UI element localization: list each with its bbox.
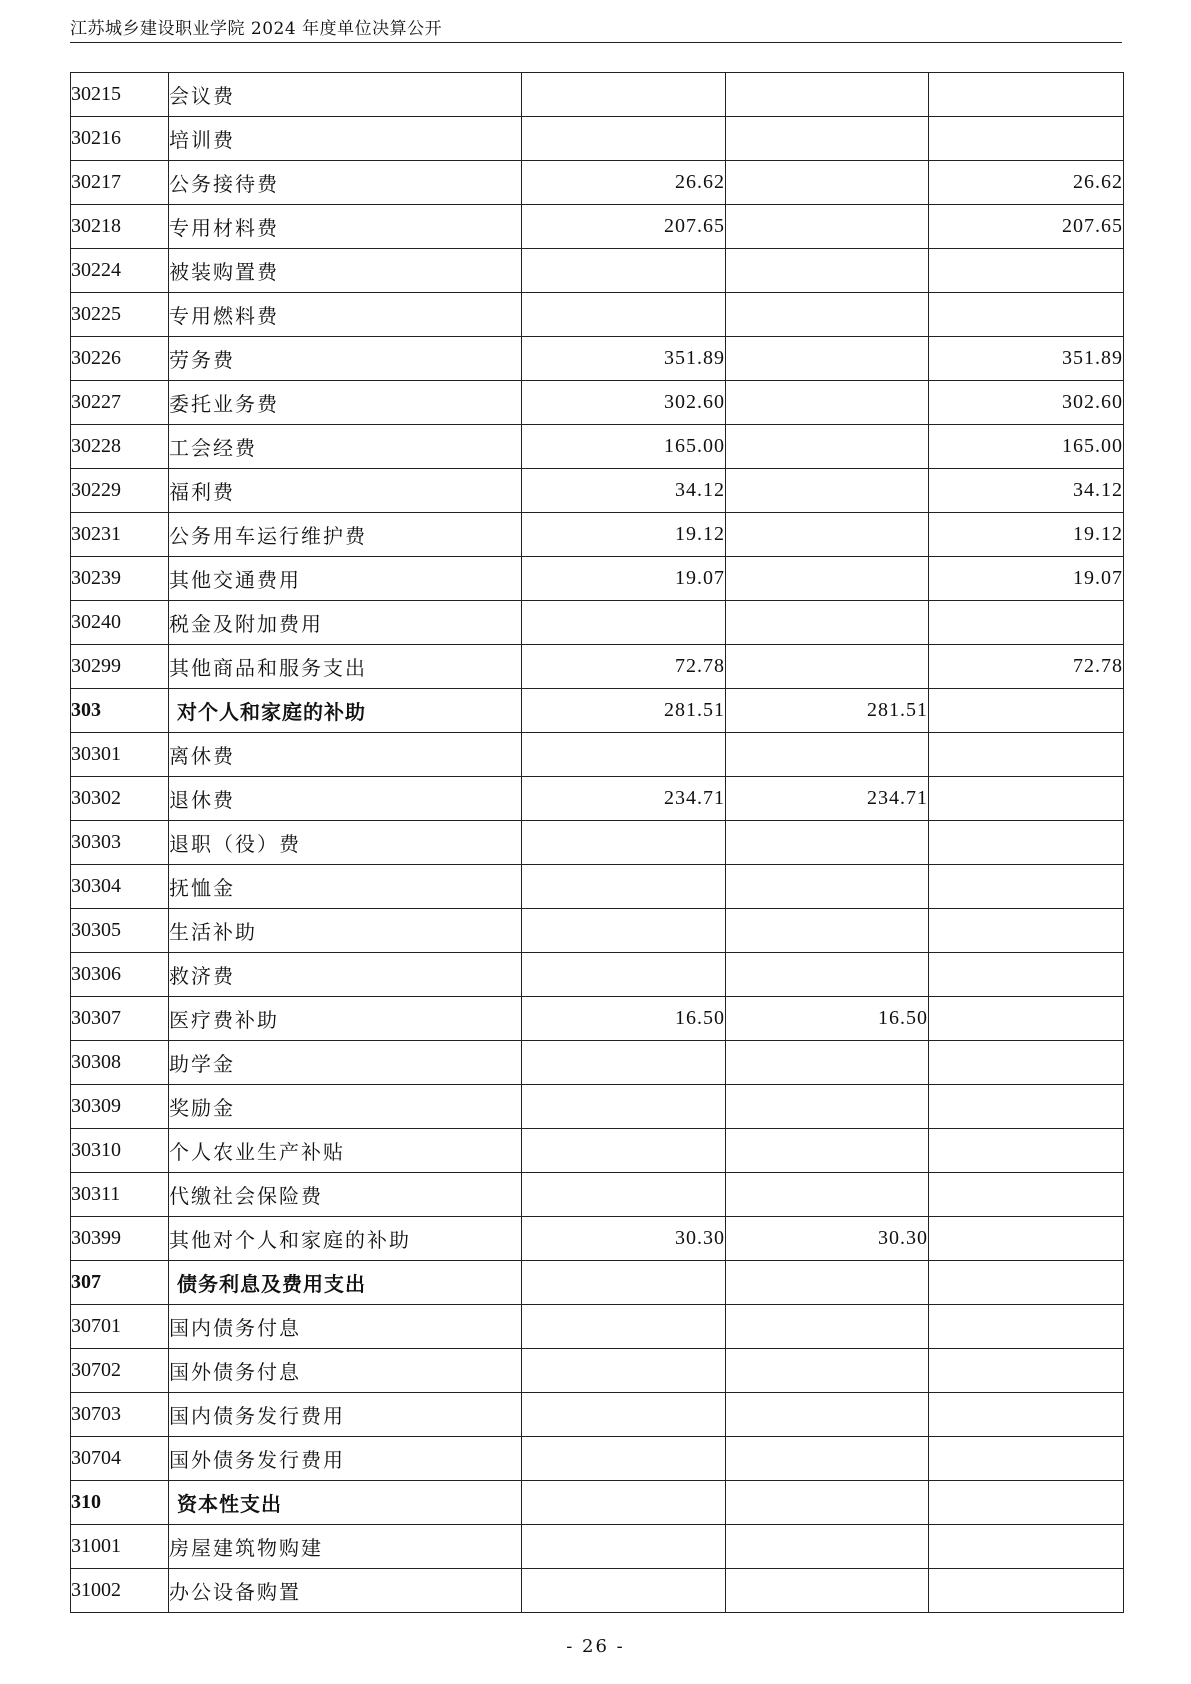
row-code: 30302 (71, 777, 169, 821)
row-total: 26.62 (522, 161, 726, 205)
row-name: 国外债务发行费用 (169, 1437, 522, 1481)
table-row (71, 1525, 1124, 1569)
row-project: 26.62 (929, 161, 1124, 205)
row-code: 30704 (71, 1437, 169, 1481)
row-basic (726, 249, 929, 293)
row-total: 207.65 (522, 205, 726, 249)
table-row (71, 117, 1124, 161)
row-basic (726, 1085, 929, 1129)
table-row (71, 601, 1124, 645)
row-code: 30304 (71, 865, 169, 909)
row-project (929, 1041, 1124, 1085)
row-name: 其他对个人和家庭的补助 (169, 1217, 522, 1261)
row-basic: 234.71 (726, 777, 929, 821)
row-name: 专用燃料费 (169, 293, 522, 337)
table-row (71, 337, 1124, 381)
table-row (71, 1481, 1124, 1525)
row-total (522, 1481, 726, 1525)
row-basic (726, 1349, 929, 1393)
row-total (522, 117, 726, 161)
row-total: 34.12 (522, 469, 726, 513)
row-code: 31002 (71, 1569, 169, 1613)
row-basic (726, 293, 929, 337)
row-project: 72.78 (929, 645, 1124, 689)
row-code: 30701 (71, 1305, 169, 1349)
row-code: 30307 (71, 997, 169, 1041)
table-row (71, 909, 1124, 953)
row-basic (726, 865, 929, 909)
row-basic (726, 557, 929, 601)
row-name: 劳务费 (169, 337, 522, 381)
row-total (522, 1437, 726, 1481)
row-name: 房屋建筑物购建 (169, 1525, 522, 1569)
table-row (71, 73, 1124, 117)
row-code: 30226 (71, 337, 169, 381)
row-name: 其他交通费用 (169, 557, 522, 601)
table-row (71, 1437, 1124, 1481)
row-code: 30217 (71, 161, 169, 205)
row-project (929, 909, 1124, 953)
row-project (929, 1569, 1124, 1613)
row-basic (726, 73, 929, 117)
row-basic (726, 1305, 929, 1349)
row-total (522, 1173, 726, 1217)
row-project (929, 1437, 1124, 1481)
table-row (71, 645, 1124, 689)
row-basic (726, 425, 929, 469)
row-basic (726, 381, 929, 425)
row-total: 16.50 (522, 997, 726, 1041)
table-row (71, 1085, 1124, 1129)
row-code: 30305 (71, 909, 169, 953)
row-name: 退休费 (169, 777, 522, 821)
row-project (929, 1393, 1124, 1437)
table-row (71, 249, 1124, 293)
row-basic (726, 117, 929, 161)
row-code: 30231 (71, 513, 169, 557)
row-total (522, 293, 726, 337)
row-total (522, 601, 726, 645)
row-name: 国外债务付息 (169, 1349, 522, 1393)
row-name: 公务接待费 (169, 161, 522, 205)
row-name: 办公设备购置 (169, 1569, 522, 1613)
row-basic (726, 1525, 929, 1569)
table-row (71, 1041, 1124, 1085)
row-code: 30215 (71, 73, 169, 117)
row-project (929, 1261, 1124, 1305)
row-total: 281.51 (522, 689, 726, 733)
row-project (929, 117, 1124, 161)
row-total: 351.89 (522, 337, 726, 381)
row-name: 助学金 (169, 1041, 522, 1085)
table-row (71, 293, 1124, 337)
row-project (929, 1305, 1124, 1349)
row-basic (726, 1041, 929, 1085)
row-code: 30311 (71, 1173, 169, 1217)
row-project (929, 249, 1124, 293)
row-basic (726, 513, 929, 557)
row-basic: 281.51 (726, 689, 929, 733)
row-basic (726, 1173, 929, 1217)
table-row (71, 1217, 1124, 1261)
table-row (71, 689, 1124, 733)
row-project (929, 953, 1124, 997)
row-code: 30228 (71, 425, 169, 469)
row-basic (726, 205, 929, 249)
row-total: 19.07 (522, 557, 726, 601)
table-row (71, 997, 1124, 1041)
row-project: 302.60 (929, 381, 1124, 425)
row-project (929, 689, 1124, 733)
row-code: 30227 (71, 381, 169, 425)
row-project: 19.07 (929, 557, 1124, 601)
row-basic (726, 821, 929, 865)
row-code: 30218 (71, 205, 169, 249)
row-total: 30.30 (522, 1217, 726, 1261)
row-name: 税金及附加费用 (169, 601, 522, 645)
table-row (71, 733, 1124, 777)
row-basic (726, 953, 929, 997)
row-project (929, 1129, 1124, 1173)
row-total (522, 733, 726, 777)
row-name: 工会经费 (169, 425, 522, 469)
row-project (929, 1085, 1124, 1129)
table-row (71, 821, 1124, 865)
row-project (929, 73, 1124, 117)
row-name: 代缴社会保险费 (169, 1173, 522, 1217)
row-basic: 16.50 (726, 997, 929, 1041)
table-row (71, 469, 1124, 513)
row-project (929, 1217, 1124, 1261)
row-code: 30229 (71, 469, 169, 513)
row-code: 30224 (71, 249, 169, 293)
row-basic (726, 601, 929, 645)
row-basic (726, 1481, 929, 1525)
row-code: 30306 (71, 953, 169, 997)
row-code: 30310 (71, 1129, 169, 1173)
row-project (929, 997, 1124, 1041)
table-row (71, 865, 1124, 909)
row-name: 救济费 (169, 953, 522, 997)
row-code: 30239 (71, 557, 169, 601)
row-code: 30702 (71, 1349, 169, 1393)
row-name: 资本性支出 (169, 1481, 522, 1525)
row-project: 351.89 (929, 337, 1124, 381)
row-code: 31001 (71, 1525, 169, 1569)
row-name: 专用材料费 (169, 205, 522, 249)
table-row (71, 1305, 1124, 1349)
table-row (71, 777, 1124, 821)
row-name: 抚恤金 (169, 865, 522, 909)
header-divider (70, 42, 1122, 43)
row-project (929, 601, 1124, 645)
row-project (929, 733, 1124, 777)
row-code: 30703 (71, 1393, 169, 1437)
row-total (522, 1349, 726, 1393)
row-project (929, 1349, 1124, 1393)
row-basic (726, 733, 929, 777)
row-project: 207.65 (929, 205, 1124, 249)
row-project (929, 293, 1124, 337)
row-name: 离休费 (169, 733, 522, 777)
page-number: - 26 - (566, 1636, 625, 1657)
row-project (929, 865, 1124, 909)
row-code: 30399 (71, 1217, 169, 1261)
row-total (522, 1393, 726, 1437)
row-code: 307 (71, 1261, 169, 1305)
table-row (71, 1349, 1124, 1393)
row-total (522, 249, 726, 293)
row-project: 165.00 (929, 425, 1124, 469)
row-code: 310 (71, 1481, 169, 1525)
row-total: 234.71 (522, 777, 726, 821)
table-row (71, 161, 1124, 205)
row-project (929, 1525, 1124, 1569)
row-total: 72.78 (522, 645, 726, 689)
row-basic (726, 1437, 929, 1481)
row-name: 公务用车运行维护费 (169, 513, 522, 557)
table-row (71, 1393, 1124, 1437)
row-code: 30216 (71, 117, 169, 161)
table-row (71, 425, 1124, 469)
row-name: 债务利息及费用支出 (169, 1261, 522, 1305)
table-row (71, 557, 1124, 601)
row-name: 奖励金 (169, 1085, 522, 1129)
table-row (71, 953, 1124, 997)
row-name: 生活补助 (169, 909, 522, 953)
row-basic (726, 161, 929, 205)
row-name: 被装购置费 (169, 249, 522, 293)
row-total: 19.12 (522, 513, 726, 557)
budget-table-body (71, 73, 1124, 1613)
row-code: 30308 (71, 1041, 169, 1085)
row-basic (726, 909, 929, 953)
row-code: 303 (71, 689, 169, 733)
row-project (929, 821, 1124, 865)
row-total (522, 1129, 726, 1173)
row-basic (726, 1129, 929, 1173)
row-name: 国内债务发行费用 (169, 1393, 522, 1437)
row-project (929, 1173, 1124, 1217)
row-code: 30309 (71, 1085, 169, 1129)
row-name: 对个人和家庭的补助 (169, 689, 522, 733)
row-basic (726, 1569, 929, 1613)
row-basic: 30.30 (726, 1217, 929, 1261)
row-name: 退职（役）费 (169, 821, 522, 865)
table-row (71, 1129, 1124, 1173)
row-total: 302.60 (522, 381, 726, 425)
row-total (522, 1085, 726, 1129)
row-code: 30303 (71, 821, 169, 865)
row-basic (726, 645, 929, 689)
table-row (71, 205, 1124, 249)
row-basic (726, 1261, 929, 1305)
table-row (71, 381, 1124, 425)
row-total (522, 909, 726, 953)
row-code: 30225 (71, 293, 169, 337)
row-name: 培训费 (169, 117, 522, 161)
row-project: 34.12 (929, 469, 1124, 513)
row-total (522, 1569, 726, 1613)
row-name: 个人农业生产补贴 (169, 1129, 522, 1173)
row-project (929, 1481, 1124, 1525)
row-code: 30240 (71, 601, 169, 645)
table-row (71, 1261, 1124, 1305)
row-total (522, 1305, 726, 1349)
row-total: 165.00 (522, 425, 726, 469)
row-total (522, 821, 726, 865)
row-basic (726, 337, 929, 381)
row-basic (726, 1393, 929, 1437)
budget-table (70, 72, 1124, 1613)
row-code: 30299 (71, 645, 169, 689)
row-name: 国内债务付息 (169, 1305, 522, 1349)
row-project (929, 777, 1124, 821)
row-name: 委托业务费 (169, 381, 522, 425)
row-total (522, 1261, 726, 1305)
row-project: 19.12 (929, 513, 1124, 557)
row-name: 会议费 (169, 73, 522, 117)
row-code: 30301 (71, 733, 169, 777)
table-row (71, 1173, 1124, 1217)
table-row (71, 513, 1124, 557)
row-basic (726, 469, 929, 513)
row-name: 其他商品和服务支出 (169, 645, 522, 689)
row-total (522, 73, 726, 117)
row-total (522, 865, 726, 909)
row-total (522, 1525, 726, 1569)
row-total (522, 953, 726, 997)
table-row (71, 1569, 1124, 1613)
row-name: 福利费 (169, 469, 522, 513)
document-header: 江苏城乡建设职业学院 2024 年度单位决算公开 (70, 19, 443, 39)
row-name: 医疗费补助 (169, 997, 522, 1041)
row-total (522, 1041, 726, 1085)
